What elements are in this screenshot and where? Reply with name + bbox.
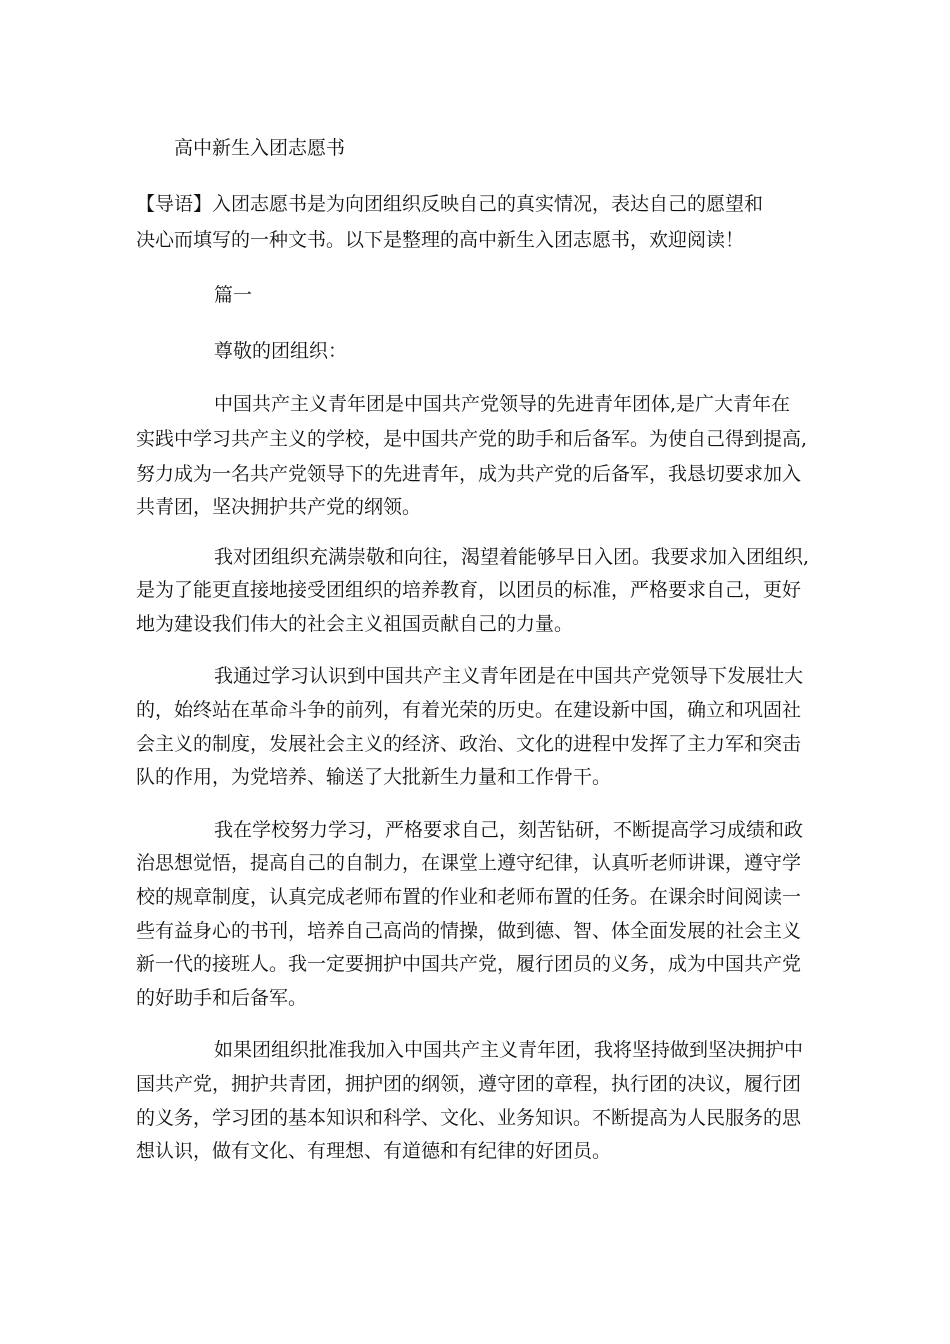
paragraph-line: 想认识，做有文化、有理想、有道德和有纪律的好团员。 xyxy=(136,1140,612,1162)
salutation: 尊敬的团组织： xyxy=(214,340,348,362)
paragraph-line: 中国共产主义青年团是中国共产党领导的先进青年团体,是广大青年在 xyxy=(214,393,791,415)
paragraph-line: 努力成为一名共产党领导下的先进青年，成为共产党的后备军，我恳切要求加入 xyxy=(136,463,802,485)
paragraph-line: 实践中学习共产主义的学校，是中国共产党的助手和后备军。为使自己得到提高, xyxy=(136,428,808,450)
paragraph-line: 的好助手和后备军。 xyxy=(136,987,308,1009)
paragraph-line: 的义务，学习团的基本知识和科学、文化、业务知识。不断提高为人民服务的思 xyxy=(136,1107,802,1129)
paragraph-line: 我对团组织充满崇敬和向往，渴望着能够早日入团。我要求加入团组织, xyxy=(214,546,810,568)
section-heading: 篇一 xyxy=(214,284,253,306)
paragraph-line: 会主义的制度，发展社会主义的经济、政治、文化的进程中发挥了主力军和突击 xyxy=(136,733,802,755)
paragraph-line: 新一代的接班人。我一定要拥护中国共产党，履行团员的义务，成为中国共产党 xyxy=(136,953,802,975)
paragraph-line: 共青团，坚决拥护共产党的纲领。 xyxy=(136,496,422,518)
paragraph-line: 校的规章制度，认真完成老师布置的作业和老师布置的任务。在课余时间阅读一 xyxy=(136,886,802,908)
paragraph-line: 治思想觉悟，提高自己的自制力，在课堂上遵守纪律，认真听老师讲课，遵守学 xyxy=(136,852,802,874)
paragraph-line: 是为了能更直接地接受团组织的培养教育，以团员的标准，严格要求自己，更好 xyxy=(136,579,802,601)
paragraph-line: 我通过学习认识到中国共产主义青年团是在中国共产党领导下发展壮大 xyxy=(214,665,804,687)
paragraph-line: 队的作用，为党培养、输送了大批新生力量和工作骨干。 xyxy=(136,766,612,788)
document-title: 高中新生入团志愿书 xyxy=(174,137,346,159)
paragraph-line: 我在学校努力学习，严格要求自己，刻苦钻研，不断提高学习成绩和政 xyxy=(214,819,804,841)
intro-line: 【导语】入团志愿书是为向团组织反映自己的真实情况，表达自己的愿望和 xyxy=(136,193,764,215)
paragraph-line: 国共产党，拥护共青团，拥护团的纲领，遵守团的章程，执行团的决议，履行团 xyxy=(136,1073,802,1095)
paragraph-line: 如果团组织批准我加入中国共产主义青年团，我将坚持做到坚决拥护中 xyxy=(214,1039,804,1061)
paragraph-line: 的，始终站在革命斗争的前列，有着光荣的历史。在建设新中国，确立和巩固社 xyxy=(136,699,802,721)
intro-line: 决心而填写的一种文书。以下是整理的高中新生入团志愿书，欢迎阅读！ xyxy=(136,229,745,251)
paragraph-line: 些有益身心的书刊，培养自己高尚的情操，做到德、智、体全面发展的社会主义 xyxy=(136,920,802,942)
paragraph-line: 地为建设我们伟大的社会主义祖国贡献自己的力量。 xyxy=(136,613,574,635)
